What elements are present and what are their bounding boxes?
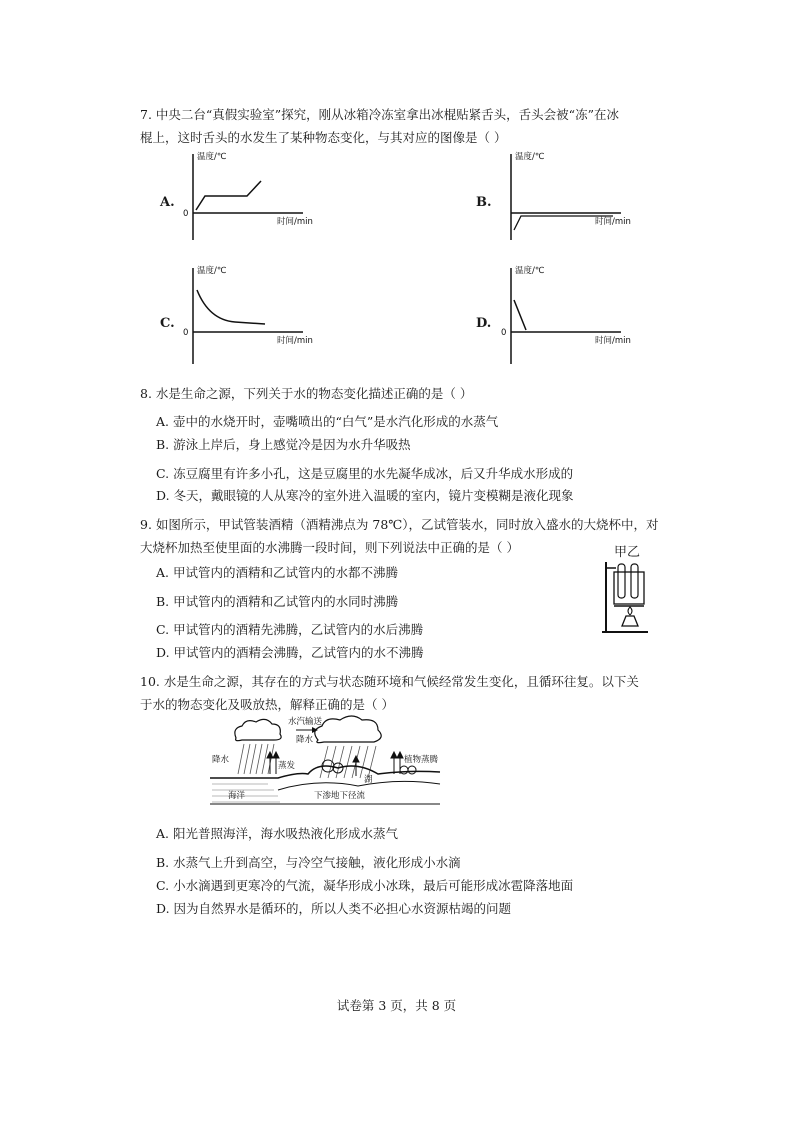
q9-option-d[interactable]: D. 甲试管内的酒精会沸腾，乙试管内的水不沸腾 <box>156 645 424 660</box>
q10-label-transport: 水汽输送 <box>288 717 323 727</box>
graph-c-label: C. <box>160 316 175 331</box>
q9-option-b[interactable]: B. 甲试管内的酒精和乙试管内的水同时沸腾 <box>156 594 399 609</box>
graph-c-xlabel: 时间/min <box>277 336 313 346</box>
q7-stem-line2: 棍上，这时舌头的水发生了某种物态变化，与其对应的图像是（ ） <box>140 130 507 145</box>
q8-option-d[interactable]: D. 冬天，戴眼镜的人从寒冷的室外进入温暖的室内，镜片变模糊是液化现象 <box>156 488 574 503</box>
q8-option-c[interactable]: C. 冻豆腐里有许多小孔，这是豆腐里的水先凝华成冰，后又升华成水形成的 <box>156 466 574 481</box>
graph-b <box>493 148 653 243</box>
graph-d-label: D. <box>476 316 492 331</box>
q10-option-b[interactable]: B. 水蒸气上升到高空，与冷空气接触，液化形成小水滴 <box>156 855 461 870</box>
q10-option-a[interactable]: A. 阳光普照海洋，海水吸热液化形成水蒸气 <box>156 826 398 841</box>
q9-figure-label: 甲乙 <box>614 545 641 560</box>
q10-label-lake: 湖 <box>364 775 373 785</box>
q10-label-infiltration: 下渗地下径流 <box>314 791 366 801</box>
q10-label-ocean: 海洋 <box>228 791 246 801</box>
graph-a-xlabel: 时间/min <box>277 217 313 227</box>
graph-c-zero: 0 <box>183 328 189 338</box>
graph-d-ylabel: 温度/℃ <box>515 266 545 276</box>
graph-d <box>493 262 653 367</box>
q8-option-b[interactable]: B. 游泳上岸后，身上感觉冷是因为水升华吸热 <box>156 437 411 452</box>
q10-label-evap: 蒸发 <box>278 761 296 771</box>
q10-water-cycle-figure <box>208 712 443 812</box>
q9-option-a[interactable]: A. 甲试管内的酒精和乙试管内的水都不沸腾 <box>156 565 398 580</box>
q10-label-transpiration: 植物蒸腾 <box>404 755 439 765</box>
graph-a-label: A. <box>160 195 175 210</box>
graph-b-xlabel: 时间/min <box>595 217 631 227</box>
q9-test-tube-figure <box>600 560 650 635</box>
graph-c <box>175 262 335 367</box>
q10-stem-line1: 10. 水是生命之源，其存在的方式与状态随环境和气候经常发生变化，且循环往复。以下关 <box>140 674 639 689</box>
q10-label-precip-left: 降水 <box>212 755 230 765</box>
graph-a-zero: 0 <box>183 209 189 219</box>
graph-a <box>175 148 335 243</box>
graph-b-label: B. <box>476 195 492 210</box>
graph-b-ylabel: 温度/℃ <box>515 152 545 162</box>
q10-stem-line2: 于水的物态变化及吸放热，解释正确的是（ ） <box>140 697 394 712</box>
q10-option-c[interactable]: C. 小水滴遇到更寒冷的气流，凝华形成小冰珠，最后可能形成冰雹降落地面 <box>156 878 574 893</box>
q8-stem: 8. 水是生命之源，下列关于水的物态变化描述正确的是（ ） <box>140 386 473 401</box>
graph-c-ylabel: 温度/℃ <box>197 266 227 276</box>
q10-label-precip-right: 降水 <box>296 735 314 745</box>
page-footer: 试卷第 3 页，共 8 页 <box>336 998 457 1013</box>
graph-a-ylabel: 温度/℃ <box>197 152 227 162</box>
q9-option-c[interactable]: C. 甲试管内的酒精先沸腾，乙试管内的水后沸腾 <box>156 622 424 637</box>
graph-d-xlabel: 时间/min <box>595 336 631 346</box>
q9-stem-line2: 大烧杯加热至使里面的水沸腾一段时间，则下列说法中正确的是（ ） <box>140 540 519 555</box>
q8-option-a[interactable]: A. 壶中的水烧开时，壶嘴喷出的“白气”是水汽化形成的水蒸气 <box>156 414 499 429</box>
q10-option-d[interactable]: D. 因为自然界水是循环的，所以人类不必担心水资源枯竭的问题 <box>156 901 512 916</box>
graph-d-zero: 0 <box>501 328 507 338</box>
q7-stem-line1: 7. 中央二台“真假实验室”探究，刚从冰箱冷冻室拿出冰棍贴紧舌头，舌头会被“冻”在冰 <box>140 107 619 122</box>
q9-stem-line1: 9. 如图所示，甲试管装酒精（酒精沸点为 78℃），乙试管装水，同时放入盛水的大烧杯中，对 <box>140 517 659 532</box>
